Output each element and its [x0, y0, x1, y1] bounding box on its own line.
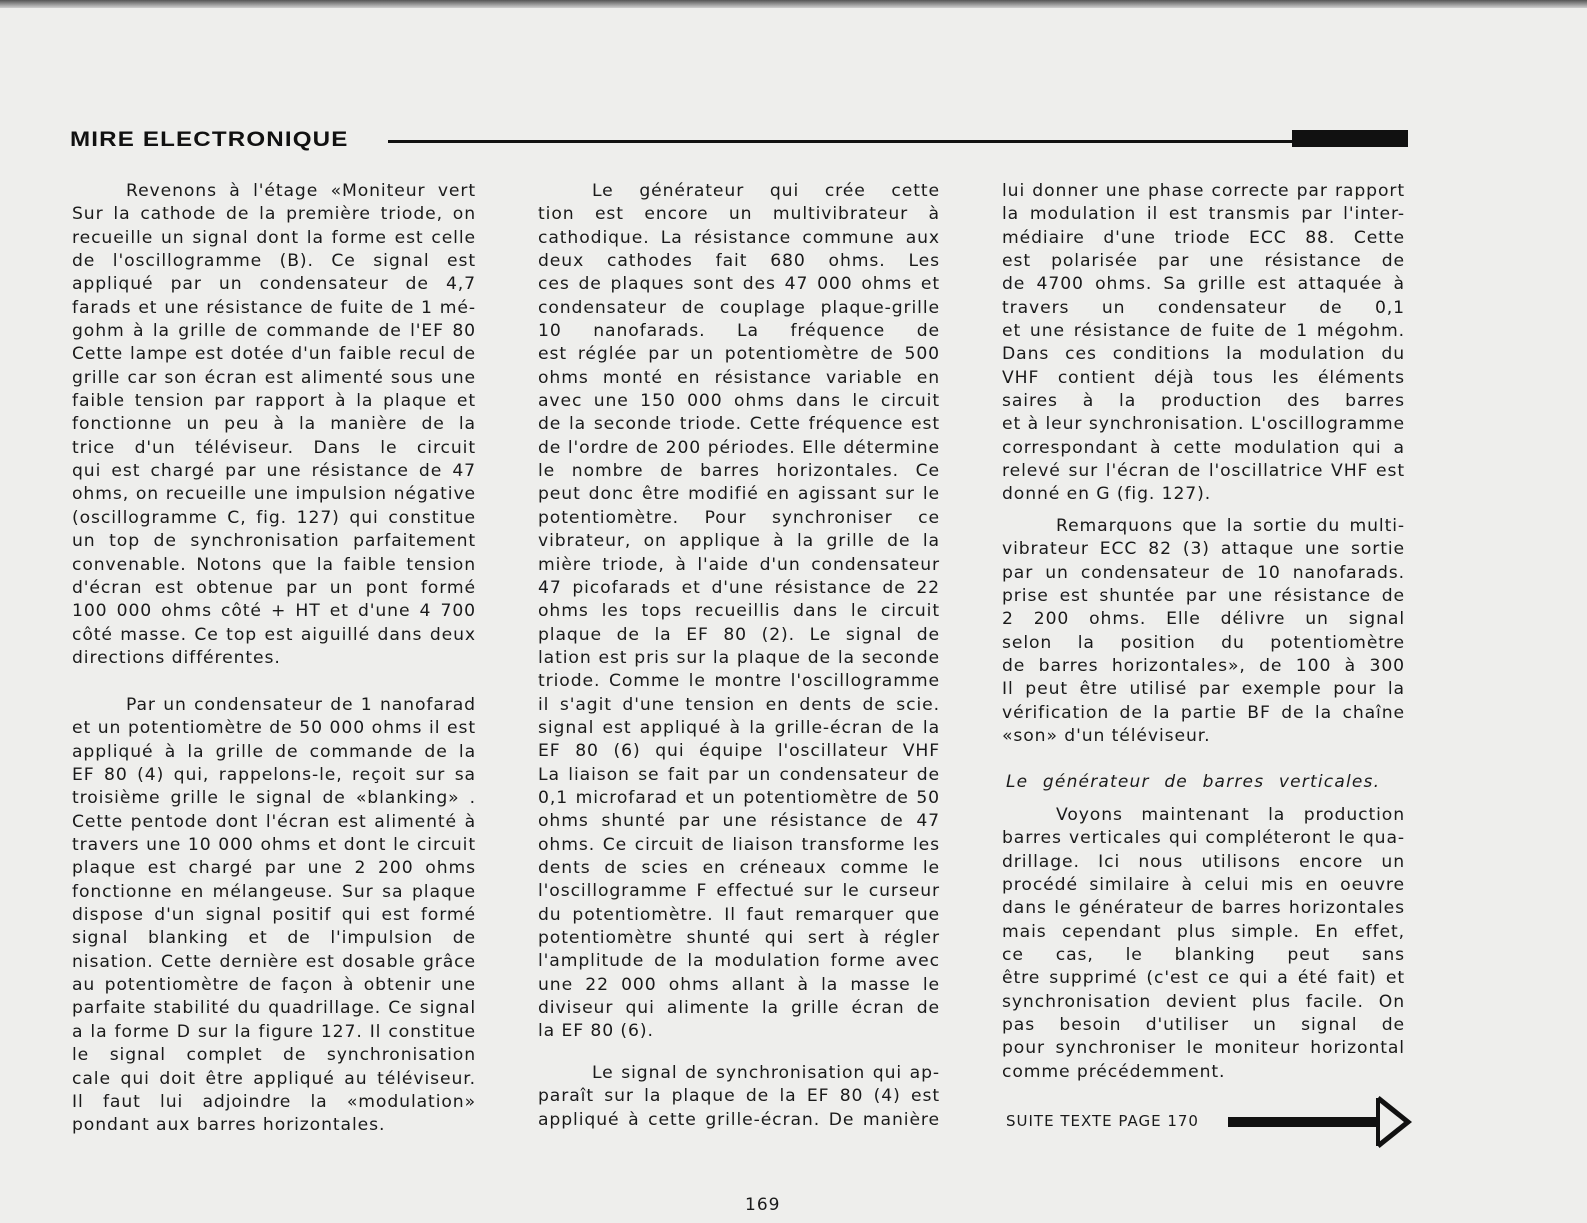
- text-line: (oscillogramme C, fig. 127) qui constitue: [72, 507, 476, 528]
- text-line: côté masse. Ce top est aiguillé dans deux: [72, 624, 476, 645]
- text-line: de barres horizontales», de 100 à 300: [1002, 656, 1405, 677]
- text-line: est réglée par un potentiomètre de 500: [538, 344, 940, 365]
- text-line: Dans ces conditions la modulation du: [1002, 344, 1405, 365]
- paragraph: [72, 180, 476, 670]
- text-line: de 4700 ohms. Sa grille est attaquée à: [1002, 274, 1405, 295]
- text-line: de la seconde triode. Cette fréquence est: [538, 414, 940, 435]
- text-line: 10 nanofarads. La fréquence de: [538, 321, 940, 342]
- text-line: Le générateur qui crée cette: [592, 181, 940, 201]
- text-line: condensateur de couplage plaque-grille: [538, 297, 940, 318]
- text-line: fonctionne en mélangeuse. Sur sa plaque: [72, 881, 476, 902]
- text-line: est polarisée par une résistance de: [1002, 251, 1405, 272]
- text-line: ohms, on recueille une impulsion négative: [72, 484, 476, 505]
- text-line: un top de synchronisation parfaitement: [72, 531, 476, 552]
- scan-edge: [0, 0, 1587, 8]
- text-line: procédé similaire à celui mis en oeuvre: [1002, 875, 1405, 896]
- text-line: selon la position du potentiomètre: [1002, 632, 1405, 653]
- text-line: fonctionne un peu à la manière de la: [72, 414, 476, 435]
- text-line: cale qui doit être appliqué au téléviseur.: [72, 1068, 476, 1089]
- text-line: ohms les tops recueillis dans le circuit: [538, 601, 940, 622]
- text-line: barres verticales qui compléteront le qua-: [1002, 828, 1405, 849]
- text-line: travers une 10 000 ohms et dont le circuit: [72, 835, 476, 856]
- text-line: signal blanking et de l'impulsion de: [72, 928, 476, 949]
- text-line: vibrateur, on applique à la grille de la: [538, 531, 940, 552]
- text-line: directions différentes.: [72, 647, 281, 668]
- text-line: ohms monté en résistance variable en: [538, 367, 940, 388]
- header-bar-block: [1292, 130, 1408, 147]
- paragraph: [1002, 804, 1405, 1084]
- text-line: pondant aux barres horizontales.: [72, 1115, 386, 1136]
- text-line: de l'oscillogramme (B). Ce signal est: [72, 251, 476, 272]
- text-line: 47 picofarads et d'une résistance de 22: [538, 577, 940, 598]
- text-line: appliqué à la grille de commande de la: [72, 741, 476, 762]
- text-line: Il faut lui adjoindre la «modulation»: [72, 1091, 476, 1112]
- paragraph: [1002, 180, 1405, 507]
- text-line: ces de plaques sont des 47 000 ohms et: [538, 274, 940, 295]
- text-line: dispose d'un signal positif qui est formé: [72, 905, 476, 926]
- text-line: farads et une résistance de fuite de 1 mé-: [72, 297, 476, 318]
- text-line: «son» d'un téléviseur.: [1002, 726, 1211, 747]
- text-line: une 22 000 ohms allant à la masse le: [538, 974, 940, 995]
- text-line: prise est shuntée par une résistance de: [1002, 586, 1405, 607]
- text-line: au potentiomètre de façon à obtenir une: [72, 975, 476, 996]
- text-line: triode. Comme le montre l'oscillogramme: [538, 671, 940, 692]
- text-line: EF 80 (6) qui équipe l'oscillateur VHF: [538, 741, 940, 762]
- text-line: dans le générateur de barres horizontales: [1002, 898, 1405, 919]
- text-line: Par un condensateur de 1 nanofarad: [126, 695, 476, 715]
- text-line: potentiomètre shunté qui sert à régler: [538, 928, 940, 948]
- text-line: il s'agit d'une tension en dents de scie.: [538, 694, 940, 715]
- paragraph: [1002, 515, 1405, 748]
- text-line: et à leur synchronisation. L'oscillogramme: [1002, 414, 1405, 435]
- paragraph: [538, 1062, 940, 1132]
- section-title: MIRE ELECTRONIQUE: [70, 128, 349, 151]
- text-line: appliqué à cette grille-écran. De manière: [538, 1109, 940, 1130]
- text-line: Revenons à l'étage «Moniteur vert: [126, 181, 476, 201]
- text-line: par un condensateur de 10 nanofarads.: [1002, 562, 1405, 583]
- text-line: vibrateur ECC 82 (3) attaque une sortie: [1002, 539, 1405, 560]
- text-line: 2 200 ohms. Elle délivre un signal: [1002, 609, 1405, 630]
- text-line: pas besoin d'utiliser un signal de: [1002, 1015, 1405, 1036]
- text-line: 0,1 microfarad et un potentiomètre de 50: [538, 787, 940, 808]
- text-line: parfaite stabilité du quadrillage. Ce signal: [72, 998, 476, 1019]
- text-line: a la forme D sur la figure 127. Il constitue: [72, 1021, 476, 1042]
- text-line: pour synchroniser le moniteur horizontal: [1002, 1038, 1405, 1059]
- text-line: ce cas, le blanking peut sans: [1002, 945, 1405, 966]
- text-line: comme précédemment.: [1002, 1061, 1226, 1082]
- paragraph: [72, 694, 476, 1138]
- text-line: mière triode, à l'aide d'un condensateur: [538, 554, 940, 575]
- text-line: lui donner une phase correcte par rapport: [1002, 181, 1405, 201]
- text-line: être supprimé (c'est ce qui a été fait) et: [1002, 968, 1405, 989]
- continuation-note: [1006, 1094, 1416, 1150]
- text-line: et un potentiomètre de 50 000 ohms il est: [72, 718, 476, 739]
- text-line: gohm à la grille de commande de l'EF 80: [72, 321, 476, 342]
- text-line: Cette lampe est dotée d'un faible recul de: [72, 344, 476, 365]
- text-line: l'amplitude de la modulation forme avec: [538, 951, 940, 972]
- text-line: convenable. Notons que la faible tension: [72, 554, 476, 575]
- text-line: du potentiomètre. Il faut remarquer que: [538, 904, 940, 925]
- text-line: et une résistance de fuite de 1 mégohm.: [1002, 321, 1405, 342]
- text-line: Il peut être utilisé par exemple pour la: [1002, 679, 1405, 700]
- text-line: deux cathodes fait 680 ohms. Les: [538, 251, 940, 272]
- text-line: peut donc être modifié en agissant sur le: [538, 484, 940, 505]
- text-line: trice d'un téléviseur. Dans le circuit: [72, 437, 476, 458]
- text-line: plaque est chargé par une 2 200 ohms: [72, 858, 476, 879]
- text-line: cathodique. La résistance commune aux: [538, 227, 940, 248]
- text-line: signal est appliqué à la grille-écran de la: [538, 717, 940, 738]
- text-line: potentiomètre. Pour synchroniser ce: [538, 507, 940, 528]
- text-line: synchronisation devient plus facile. On: [1002, 991, 1405, 1012]
- text-line: ohms. Ce circuit de liaison transforme les: [538, 834, 940, 855]
- text-line: l'oscillogramme F effectué sur le curseur: [538, 881, 940, 902]
- text-line: relevé sur l'écran de l'oscillatrice VHF est: [1002, 461, 1405, 482]
- text-line: qui est chargé par une résistance de 47: [72, 461, 476, 482]
- text-line: travers un condensateur de 0,1: [1002, 297, 1405, 318]
- text-line: d'écran est obtenue par un pont formé: [72, 577, 476, 598]
- text-line: faible tension par rapport à la plaque et: [72, 391, 476, 412]
- text-line: le nombre de barres horizontales. Ce: [538, 461, 940, 482]
- text-line: avec une 150 000 ohms dans le circuit: [538, 391, 940, 412]
- text-line: correspondant à cette modulation qui a: [1002, 437, 1405, 458]
- text-line: recueille un signal dont la forme est celle: [72, 227, 476, 248]
- continue-text: SUITE TEXTE PAGE 170: [1006, 1112, 1199, 1130]
- text-line: Cette pentode dont l'écran est alimenté à: [72, 811, 476, 832]
- text-line: appliqué par un condensateur de 4,7: [72, 274, 476, 295]
- text-line: de l'ordre de 200 périodes. Elle détermine: [538, 437, 940, 458]
- text-line: mais cependant plus simple. En effet,: [1002, 921, 1405, 942]
- text-line: donné en G (fig. 127).: [1002, 484, 1212, 505]
- text-line: tion est encore un multivibrateur à: [538, 204, 940, 225]
- paragraph: [538, 180, 940, 1044]
- subheading: Le générateur de barres verticales.: [1006, 772, 1381, 792]
- text-line: troisième grille le signal de «blanking» .: [72, 788, 476, 809]
- text-line: paraît sur la plaque de la EF 80 (4) est: [538, 1086, 940, 1107]
- text-line: La liaison se fait par un condensateur de: [538, 764, 940, 785]
- text-line: la EF 80 (6).: [538, 1021, 654, 1042]
- text-line: Voyons maintenant la production: [1056, 805, 1405, 825]
- text-line: Le signal de synchronisation qui ap-: [592, 1063, 940, 1083]
- text-line: Remarquons que la sortie du multi-: [1056, 516, 1405, 536]
- arrow-right-icon: [1228, 1094, 1418, 1150]
- page-number: 169: [745, 1195, 781, 1215]
- text-line: diviseur qui alimente la grille écran de: [538, 998, 940, 1019]
- text-line: VHF contient déjà tous les éléments: [1002, 367, 1405, 388]
- text-line: EF 80 (4) qui, rappelons-le, reçoit sur sa: [72, 765, 476, 786]
- text-line: médiaire d'une triode ECC 88. Cette: [1002, 227, 1405, 248]
- text-line: saires à la production des barres: [1002, 391, 1405, 412]
- section-header: [70, 128, 1410, 154]
- text-line: nisation. Cette dernière est dosable grâce: [72, 951, 476, 972]
- text-line: ohms shunté par une résistance de 47: [538, 811, 940, 832]
- text-line: drillage. Ici nous utilisons encore un: [1002, 851, 1405, 872]
- text-line: grille car son écran est alimenté sous une: [72, 367, 476, 388]
- text-line: 100 000 ohms côté + HT et d'une 4 700: [72, 601, 476, 622]
- text-line: lation est pris sur la plaque de la seconde: [538, 647, 940, 668]
- text-line: le signal complet de synchronisation: [72, 1045, 476, 1066]
- text-line: plaque de la EF 80 (2). Le signal de: [538, 624, 940, 645]
- header-rule: [388, 140, 1298, 143]
- text-line: Sur la cathode de la première triode, on: [72, 204, 476, 225]
- text-line: la modulation il est transmis par l'inter-: [1002, 204, 1405, 225]
- text-line: dents de scies en créneaux comme le: [538, 857, 940, 878]
- text-line: vérification de la partie BF de la chaîne: [1002, 702, 1405, 723]
